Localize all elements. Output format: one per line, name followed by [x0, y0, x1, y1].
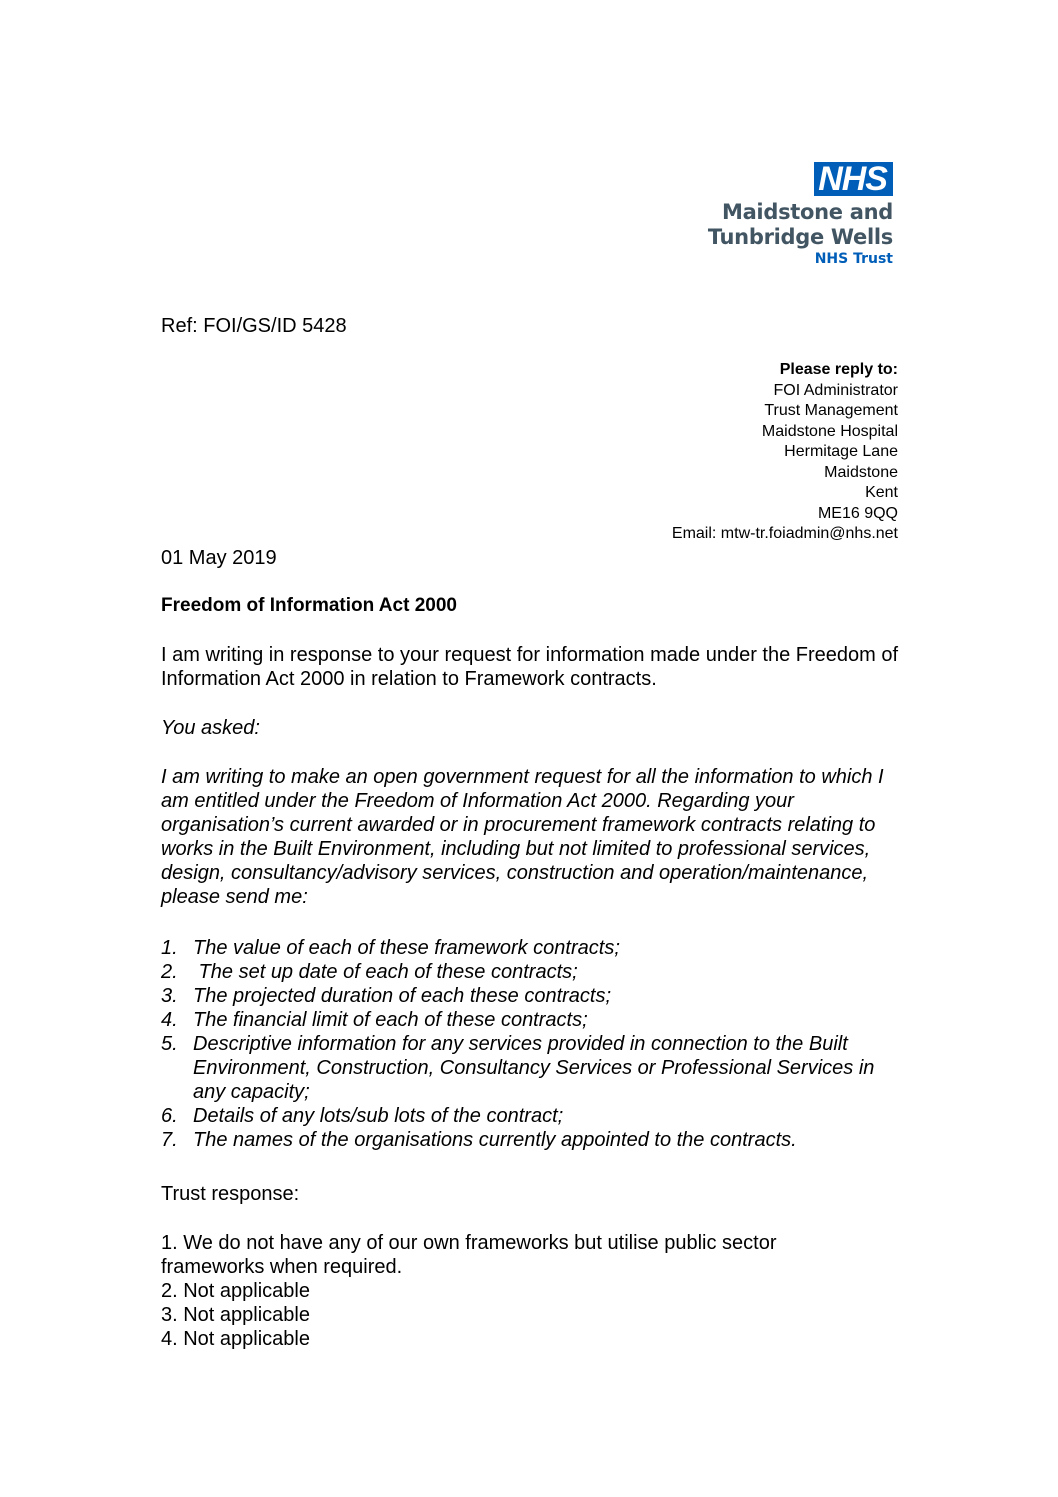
reply-line: Trust Management [764, 402, 898, 419]
reply-line: ME16 9QQ [817, 504, 898, 522]
item-text: The set up date of each of these contracts; [193, 961, 578, 983]
item-text: The financial limit of each of these contracts; [193, 1009, 588, 1031]
you-asked-label: You asked: [161, 717, 260, 739]
reference: Ref: FOI/GS/ID 5428 [161, 315, 347, 337]
intro-paragraph: I am writing in response to your request for information made under the Freedom of Information Act 2000 in relation to Framework contracts. [161, 644, 899, 690]
org-name-line1: Maidstone and [721, 200, 893, 224]
list-item [161, 984, 906, 1008]
trust-responses [161, 1231, 861, 1351]
reply-to-heading: Please reply to: [779, 361, 898, 378]
item-text: Details of any lots/sub lots of the contract; [193, 1105, 564, 1127]
org-name-line3: NHS Trust [814, 251, 893, 267]
reply-to-block [672, 360, 898, 545]
response-item: 4. Not applicable [161, 1328, 310, 1350]
list-item [161, 1128, 906, 1152]
item-number: 2. [161, 961, 178, 983]
response-item: 2. Not applicable [161, 1280, 310, 1302]
response-item: 3. Not applicable [161, 1304, 310, 1326]
item-text: Descriptive information for any services provided in connection to the Built Environment, Construction, Consultancy Services or Professional Services in any capacity; [193, 1033, 875, 1103]
trust-response-heading: Trust response: [161, 1183, 300, 1205]
list-item [161, 1032, 906, 1104]
list-item [161, 960, 906, 984]
item-text: The projected duration of each these contracts; [193, 985, 612, 1007]
reply-line: Kent [865, 484, 898, 501]
item-text: The value of each of these framework contracts; [193, 937, 620, 959]
list-item [161, 936, 906, 960]
reply-line: FOI Administrator [773, 381, 898, 399]
item-number: 7. [161, 1129, 178, 1151]
nhs-badge: NHS [814, 162, 893, 196]
item-number: 3. [161, 985, 178, 1007]
letter-date: 01 May 2019 [161, 547, 277, 569]
item-number: 1. [161, 937, 178, 959]
item-number: 4. [161, 1009, 178, 1031]
list-item [161, 1104, 906, 1128]
response-item: 1. We do not have any of our own frameworks but utilise public sector frameworks when required. [161, 1232, 777, 1278]
item-text: The names of the organisations currently appointed to the contracts. [193, 1129, 797, 1151]
reply-line: Maidstone Hospital [761, 422, 898, 440]
item-number: 6. [161, 1105, 178, 1127]
reply-line: Hermitage Lane [784, 443, 898, 460]
org-name-line2: Tunbridge Wells [707, 225, 893, 249]
reply-line: Maidstone [824, 463, 898, 481]
request-paragraph: I am writing to make an open government request for all the information to which I am entitled under the Freedom of Information Act 2000. Regarding your organisation’s current awarded or in procurement framework contracts relating to works in the Built Environment, including but not limited to professional services, design, consultancy/advisory services, construction and operation/maintenance, please send me: [161, 766, 884, 908]
request-items-list [161, 936, 906, 1152]
item-number: 5. [161, 1033, 178, 1055]
list-item [161, 1008, 906, 1032]
nhs-trust-logo [708, 162, 893, 268]
letter-title: Freedom of Information Act 2000 [161, 595, 457, 616]
reply-email: Email: mtw-tr.foiadmin@nhs.net [671, 525, 898, 542]
